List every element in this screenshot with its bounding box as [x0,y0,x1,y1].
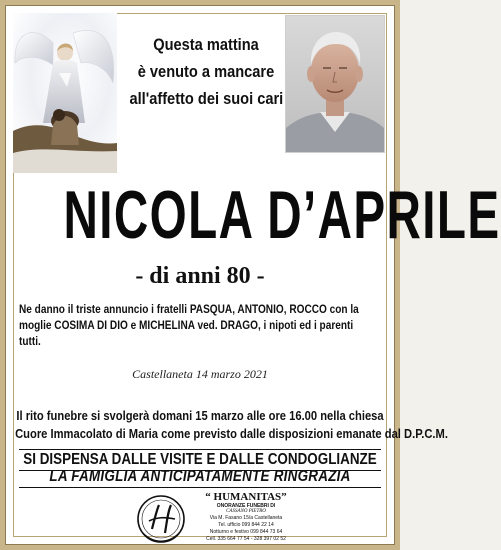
deceased-age: - di anni 80 - [135,263,265,289]
agency-name: “ HUMANITAS” [205,491,287,503]
deceased-name: NICOLA D’APRILE [63,177,501,253]
agency-owner: CASSANO PIETRO [226,509,266,514]
dateline: Castellaneta 14 marzo 2021 [132,367,268,381]
funeral-line-1: Il rito funebre si svolgerà domani 15 marzo alle ore 16.00 nella chiesa [16,408,384,423]
thanks-banner [19,467,381,488]
intro-text [129,31,282,112]
agency-details [191,491,301,543]
intro-line-3: all'affetto dei suoi cari [129,89,284,108]
funeral-line-2: Cuore Immacolato di Maria come previsto dalle disposizioni emanate dal D.P.C.M. [15,426,448,441]
agency-office-phone: Tel. ufficio 099 844 22 14 [218,522,274,528]
humanitas-logo-icon [135,493,187,545]
agency-address: Via M. Fasano 15/a Castellaneta [209,515,283,521]
funeral-agency [135,491,285,547]
intro-line-2: è venuto a mancare [137,62,275,81]
agency-night-phone: Notturno e festivo 099 844 73 64 [209,529,283,535]
praying-angel-image [13,13,117,173]
agency-cell-phone: Cell. 335 664 77 54 - 328 397 02 52 [206,536,286,542]
portrait-photo [285,15,385,153]
thanks-text: LA FAMIGLIA ANTICIPATAMENTE RINGRAZIA [49,468,351,485]
announcement-text: Ne danno il triste annuncio i fratelli PASQUA, ANTONIO, ROCCO con la moglie COSIMA DI DIO e MICHELINA ved. DRAGO, i nipoti ed i parenti tutti. [19,302,359,348]
no-visits-text: SI DISPENSA DALLE VISITE E DALLE CONDOGLIANZE [23,451,377,468]
funeral-info [15,407,448,443]
agency-subtitle: ONORANZE FUNEBRI DI [216,503,276,509]
intro-line-1: Questa mattina [153,35,259,54]
